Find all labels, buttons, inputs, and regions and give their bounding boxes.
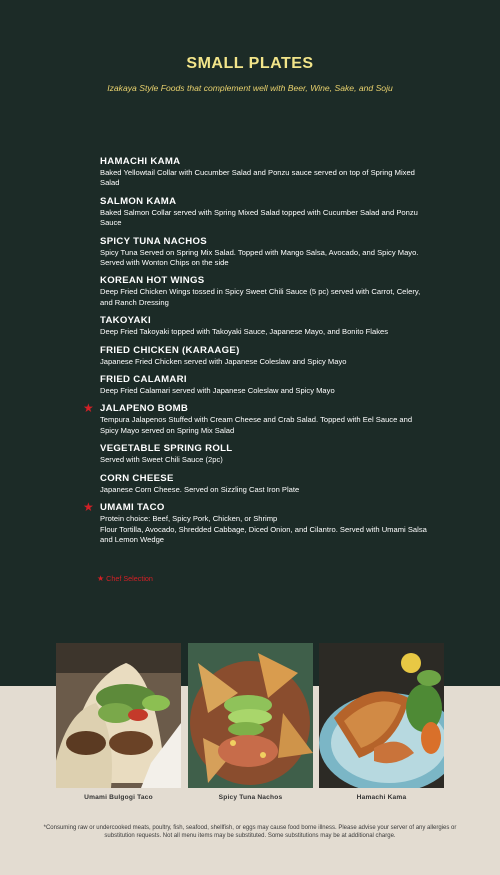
item-name: VEGETABLE SPRING ROLL: [100, 443, 233, 455]
menu-item: [100, 443, 430, 465]
item-name: KOREAN HOT WINGS: [100, 275, 205, 287]
item-description: Tempura Jalapenos Stuffed with Cream Cheese and Crab Salad. Topped with Eel Sauce and Spicy Mayo served on Spring Mix Salad: [100, 415, 413, 435]
photo-caption: Spicy Tuna Nachos: [218, 794, 283, 801]
chef-selection-label: Chef Selection: [106, 574, 153, 583]
item-description: Japanese Fried Chicken served with Japanese Coleslaw and Spicy Mayo: [100, 356, 347, 366]
menu-list: [83, 156, 430, 552]
menu-item: [83, 401, 430, 436]
taco-photo: [56, 643, 181, 788]
item-description: Baked Salmon Collar served with Spring Mixed Salad topped with Cucumber Salad and Ponzu Sauce: [100, 207, 418, 228]
item-name: JALAPENO BOMB: [100, 403, 189, 415]
menu-item: [100, 275, 430, 308]
footnote: *Consuming raw or undercooked meats, poultry, fish, seafood, shellfish, or eggs may cause food borne illness. Please advise your server of any allergies or substitution requests. Not all menu items may be substituted. Some substitutions may be at additional charge.: [43, 825, 457, 840]
hamachi-photo: [319, 643, 444, 788]
item-name: CORN CHEESE: [100, 472, 174, 484]
item-name: TAKOYAKI: [100, 315, 151, 327]
item-description: Deep Fried Takoyaki topped with Takoyaki Sauce, Japanese Mayo, and Bonito Flakes: [100, 327, 389, 337]
menu-item: [100, 374, 430, 396]
menu-item: [100, 315, 430, 337]
photo-caption: Umami Bulgogi Taco: [84, 794, 153, 801]
chef-selection-legend: [97, 574, 153, 583]
item-description: Deep Fried Chicken Wings tossed in Spicy Sweet Chili Sauce (5 pc) served with Carrot, Celery, and Ranch Dressing: [100, 287, 421, 307]
item-name: SALMON KAMA: [100, 195, 177, 207]
item-description: Protein choice: Beef, Spicy Pork, Chicken, or Shrimp Flour Tortilla, Avocado, Shredded Cabbage, Diced Onion, and Cilantro. Served with Umami Salsa and Lemon Wedge: [100, 514, 427, 544]
item-description: Spicy Tuna Served on Spring Mix Salad. Topped with Mango Salsa, Avocado, and Spicy Mayo. Served with Wonton Chips on the side: [100, 247, 419, 268]
item-name: HAMACHI KAMA: [100, 156, 181, 167]
item-name: UMAMI TACO: [100, 502, 165, 514]
menu-item: [100, 236, 430, 269]
chef-star-icon: ★: [83, 500, 94, 515]
chef-star-icon: ★: [97, 574, 105, 583]
menu-item: [100, 473, 430, 495]
menu-item: [100, 345, 430, 367]
item-description: Served with Sweet Chili Sauce (2pc): [100, 455, 223, 465]
nachos-photo: [188, 643, 313, 788]
item-name: FRIED CALAMARI: [100, 374, 187, 386]
item-description: Deep Fried Calamari served with Japanese Coleslaw and Spicy Mayo: [100, 386, 335, 396]
menu-item: [100, 156, 430, 189]
page-title: SMALL PLATES: [186, 55, 314, 72]
item-name: FRIED CHICKEN (KARAAGE): [100, 344, 240, 356]
photo-caption: Hamachi Kama: [356, 794, 407, 801]
menu-item: [100, 196, 430, 229]
item-name: SPICY TUNA NACHOS: [100, 235, 207, 247]
item-description: Baked Yellowtail Collar with Cucumber Salad and Ponzu sauce served on top of Spring Mixed Salad: [100, 168, 415, 188]
page-subtitle: Izakaya Style Foods that complement well with Beer, Wine, Sake, and Soju: [107, 83, 393, 93]
menu-item: [83, 500, 430, 545]
item-description: Japanese Corn Cheese. Served on Sizzling Cast Iron Plate: [100, 484, 300, 494]
chef-star-icon: ★: [83, 401, 94, 416]
